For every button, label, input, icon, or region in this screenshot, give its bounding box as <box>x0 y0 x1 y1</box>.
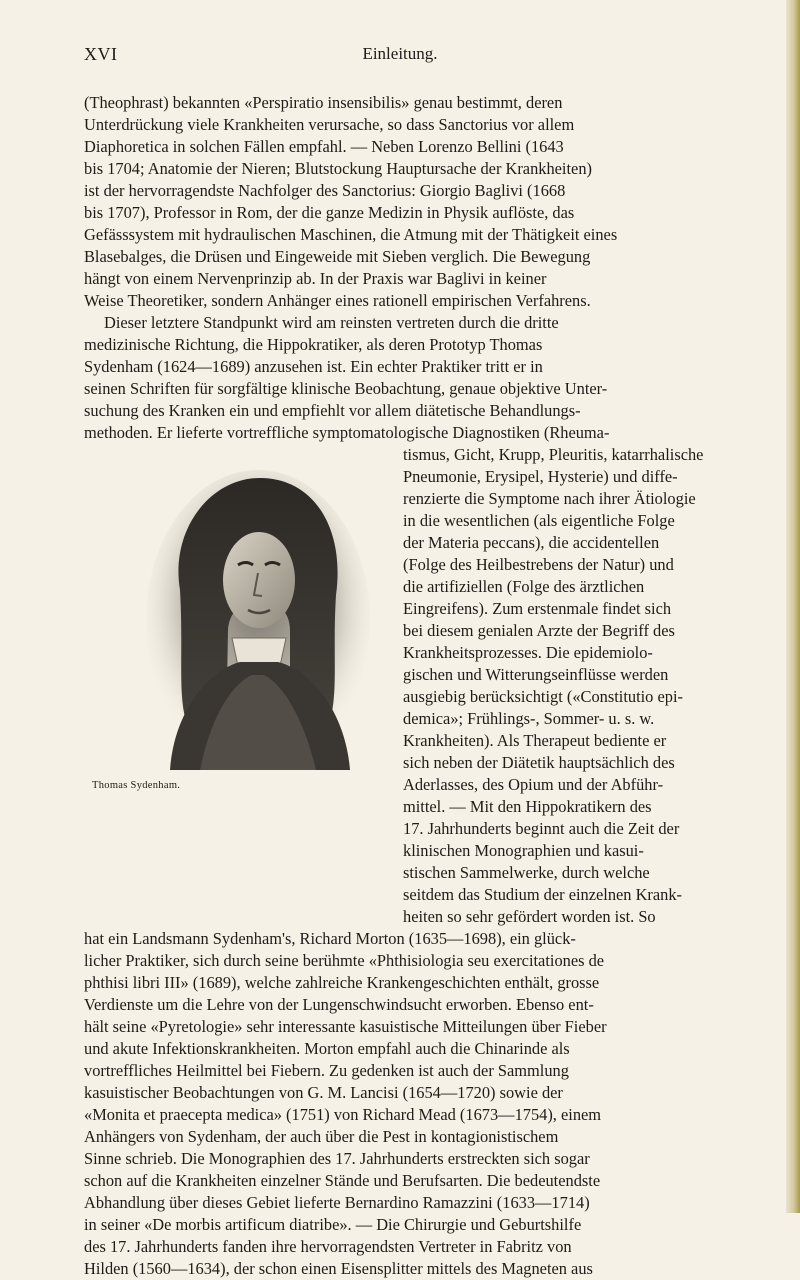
text-line: des 17. Jahrhunderts fanden ihre hervorragendsten Vertreter in Fabritz von <box>84 1237 572 1256</box>
text-line: die artifiziellen (Folge des ärztlichen <box>403 577 645 596</box>
text-line: hängt von einem Nervenprinzip ab. In der Praxis war Baglivi in keiner <box>84 269 547 288</box>
text-line: Unterdrückung viele Krankheiten verursache, so dass Sanctorius vor allem <box>84 115 575 134</box>
text-line: suchung des Kranken ein und empfiehlt vor allem diätetische Behandlungs- <box>84 401 581 420</box>
text-line: Krankheiten). Als Therapeut bediente er <box>403 731 667 750</box>
text-line: vortreffliches Heilmittel bei Fiebern. Zu gedenken ist auch der Sammlung <box>84 1061 569 1080</box>
text-line: 17. Jahrhunderts beginnt auch die Zeit der <box>403 819 680 838</box>
text-line: heiten so sehr gefördert worden ist. So <box>403 907 656 926</box>
text-line: Eingreifens). Zum erstenmale findet sich <box>403 599 672 618</box>
text-line: renzierte die Symptome nach ihrer Ätiologie <box>403 489 696 508</box>
text-line: Krankheitsprozesses. Die epidemiolo- <box>403 643 653 662</box>
text-line: Gefässsystem mit hydraulischen Maschinen, die Atmung mit der Thätigkeit eines <box>84 225 618 244</box>
text-line: bis 1704; Anatomie der Nieren; Blutstockung Hauptursache der Krankheiten) <box>84 159 592 178</box>
text-line: Anhängers von Sydenham, der auch über die Pest in kontagionistischem <box>84 1127 559 1146</box>
text-line: Pneumonie, Erysipel, Hysterie) und diffe- <box>403 467 678 486</box>
text-line: Diaphoretica in solchen Fällen empfahl. — Neben Lorenzo Bellini (1643 <box>84 137 564 156</box>
text-line: medizinische Richtung, die Hippokratiker, als deren Prototyp Thomas <box>84 335 543 354</box>
text-line: demica»; Frühlings-, Sommer- u. s. w. <box>403 709 655 728</box>
text-line: Hilden (1560—1634), der schon einen Eisensplitter mittels des Magneten aus <box>84 1259 593 1278</box>
text-line: Dieser letztere Standpunkt wird am reinsten vertreten durch die dritte <box>104 313 559 332</box>
text-line: phthisi libri III» (1689), welche zahlreiche Krankengeschichten enthält, grosse <box>84 973 600 992</box>
text-line: seitdem das Studium der einzelnen Krank- <box>403 885 683 904</box>
text-line: ausgiebig berücksichtigt («Constitutio epi- <box>403 687 683 706</box>
text-line: und akute Infektionskrankheiten. Morton empfahl auch die Chinarinde als <box>84 1039 570 1058</box>
text-line: klinischen Monographien und kasui- <box>403 841 644 860</box>
portrait-engraving <box>140 470 375 780</box>
text-line: Abhandlung über dieses Gebiet lieferte Bernardino Ramazzini (1633—1714) <box>84 1193 590 1212</box>
page-number: XVI <box>84 44 118 64</box>
page-edge-shadow <box>786 0 800 1213</box>
portrait-image <box>140 470 375 780</box>
running-head <box>0 44 800 68</box>
text-line: (Theophrast) bekannten «Perspiratio insensibilis» genau bestimmt, deren <box>84 93 563 112</box>
text-line: Blasebalges, die Drüsen und Eingeweide mit Sieben verglich. Die Bewegung <box>84 247 591 266</box>
text-line: stischen Sammelwerke, durch welche <box>403 863 650 882</box>
text-line: hält seine «Pyretologie» sehr interessante kasuistische Mitteilungen über Fieber <box>84 1017 607 1036</box>
text-line: mittel. — Mit den Hippokratikern des <box>403 797 652 816</box>
portrait-caption: Thomas Sydenham. <box>92 780 181 791</box>
text-line: in die wesentlichen (als eigentliche Folge <box>403 511 675 530</box>
text-line: schon auf die Krankheiten einzelner Stände und Berufsarten. Die bedeutendste <box>84 1171 601 1190</box>
chapter-title: Einleitung. <box>362 44 438 63</box>
text-line: ist der hervorragendste Nachfolger des Sanctorius: Giorgio Baglivi (1668 <box>84 181 566 200</box>
text-line: methoden. Er lieferte vortreffliche symptomatologische Diagnostiken (Rheuma- <box>84 423 610 442</box>
text-line: bis 1707), Professor in Rom, der die ganze Medizin in Physik auflöste, das <box>84 203 575 222</box>
text-line: der Materia peccans), die accidentellen <box>403 533 660 552</box>
text-line: kasuistischer Beobachtungen von G. M. Lancisi (1654—1720) sowie der <box>84 1083 563 1102</box>
text-line: Verdienste um die Lehre von der Lungenschwindsucht erworben. Ebenso ent- <box>84 995 594 1014</box>
text-line: hat ein Landsmann Sydenham's, Richard Morton (1635—1698), ein glück- <box>84 929 576 948</box>
text-line: seinen Schriften für sorgfältige klinische Beobachtung, genaue objektive Unter- <box>84 379 608 398</box>
text-line: (Folge des Heilbestrebens der Natur) und <box>403 555 674 574</box>
text-line: bei diesem genialen Arzte der Begriff des <box>403 621 675 640</box>
text-line: Aderlasses, des Opium und der Abführ- <box>403 775 664 794</box>
text-line: Sinne schrieb. Die Monographien des 17. Jahrhunderts erstreckten sich sogar <box>84 1149 590 1168</box>
text-line: gischen und Witterungseinflüsse werden <box>403 665 669 684</box>
text-line: licher Praktiker, sich durch seine berühmte «Phthisiologia seu exercitationes de <box>84 951 605 970</box>
text-line: in seiner «De morbis artificum diatribe». — Die Chirurgie und Geburtshilfe <box>84 1215 582 1234</box>
text-line: «Monita et praecepta medica» (1751) von Richard Mead (1673—1754), einem <box>84 1105 602 1124</box>
text-line: tismus, Gicht, Krupp, Pleuritis, katarrhalische <box>403 445 704 464</box>
text-line: Sydenham (1624—1689) anzusehen ist. Ein echter Praktiker tritt er in <box>84 357 543 376</box>
text-line: Weise Theoretiker, sondern Anhänger eines rationell empirischen Verfahrens. <box>84 291 591 310</box>
text-line: sich neben der Diätetik hauptsächlich des <box>403 753 675 772</box>
